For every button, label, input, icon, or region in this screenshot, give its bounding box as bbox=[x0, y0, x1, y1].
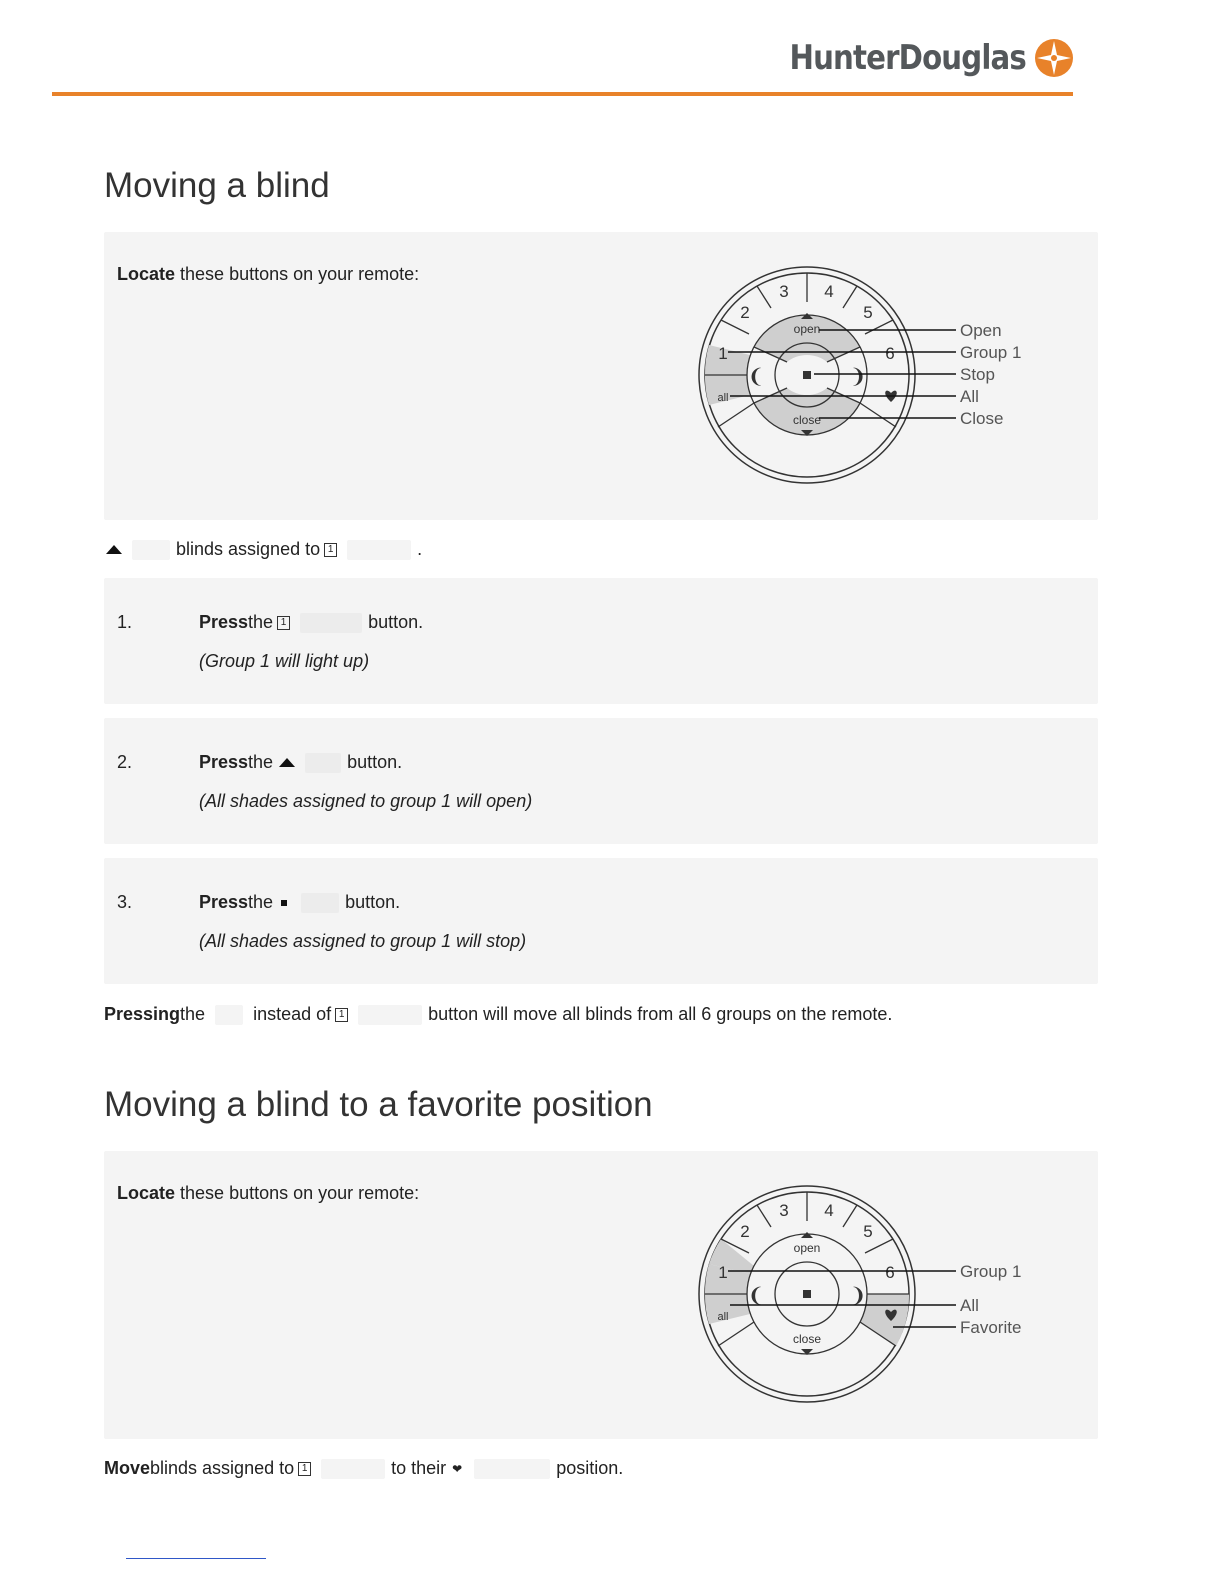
open-arrow-icon bbox=[106, 545, 122, 554]
svg-text:close: close bbox=[792, 1332, 822, 1346]
svg-text:close: close bbox=[792, 413, 822, 427]
step-panel-3 bbox=[104, 858, 1098, 984]
svg-text:Stop: Stop bbox=[960, 365, 995, 384]
remote-diagram-2 bbox=[694, 1181, 1044, 1411]
stop-icon bbox=[281, 900, 287, 906]
svg-text:❨: ❨ bbox=[747, 364, 765, 388]
group-1-icon: 1 bbox=[277, 616, 290, 630]
svg-text:All: All bbox=[960, 1296, 979, 1315]
svg-text:2: 2 bbox=[740, 303, 750, 322]
step-number: 2. bbox=[117, 752, 133, 772]
brand-logo bbox=[751, 38, 1074, 78]
step-number: 3. bbox=[117, 892, 133, 912]
svg-text:3: 3 bbox=[779, 1201, 789, 1220]
open-arrow-icon bbox=[279, 758, 295, 767]
svg-text:Close: Close bbox=[960, 409, 1004, 428]
footer-link-underline[interactable] bbox=[126, 1558, 266, 1559]
intro-line: blinds assigned to 1 . bbox=[104, 539, 422, 560]
svg-text:4: 4 bbox=[824, 1201, 834, 1220]
step-note: (Group 1 will light up) bbox=[199, 651, 370, 671]
step-panel-1 bbox=[104, 578, 1098, 704]
header-rule bbox=[52, 92, 1073, 96]
svg-text:open: open bbox=[793, 1241, 821, 1255]
favorite-heart-icon: ❤ bbox=[452, 1461, 463, 1476]
svg-text:1: 1 bbox=[718, 1263, 728, 1282]
svg-text:all: all bbox=[717, 1311, 729, 1323]
locate-text: Locate these buttons on your remote: bbox=[117, 264, 420, 284]
page-header bbox=[0, 0, 1224, 100]
step-instruction: Press the button. bbox=[199, 892, 401, 912]
svg-text:3: 3 bbox=[779, 282, 789, 301]
svg-text:Favorite: Favorite bbox=[960, 1318, 1022, 1337]
svg-text:4: 4 bbox=[824, 282, 834, 301]
svg-text:6: 6 bbox=[885, 344, 895, 363]
svg-text:open: open bbox=[793, 322, 821, 336]
group-1-icon: 1 bbox=[298, 1462, 311, 1476]
svg-text:5: 5 bbox=[863, 303, 873, 322]
svg-text:❩: ❩ bbox=[849, 1283, 867, 1307]
hunter-douglas-compass-icon bbox=[1034, 38, 1074, 78]
step-instruction: Press the button. bbox=[199, 752, 403, 772]
step-note: (All shades assigned to group 1 will stop) bbox=[199, 931, 527, 951]
svg-text:1: 1 bbox=[718, 344, 728, 363]
svg-text:6: 6 bbox=[885, 1263, 895, 1282]
section-title-favorite: Moving a blind to a favorite position bbox=[104, 1085, 653, 1124]
svg-text:Group 1: Group 1 bbox=[960, 343, 1022, 362]
svg-text:❩: ❩ bbox=[849, 364, 867, 388]
brand-name: HunterDouglas bbox=[789, 38, 1026, 78]
svg-text:All: All bbox=[960, 387, 979, 406]
locate-panel-1 bbox=[104, 232, 1098, 520]
svg-text:5: 5 bbox=[863, 1222, 873, 1241]
locate-text: Locate these buttons on your remote: bbox=[117, 1183, 420, 1203]
remote-diagram-1 bbox=[694, 262, 1044, 492]
svg-text:❨: ❨ bbox=[747, 1283, 765, 1307]
section-title-moving-blind: Moving a blind bbox=[104, 166, 330, 205]
pressing-all-line: Pressing the instead of 1 button will move all blinds from all 6 groups on the remote. bbox=[104, 1004, 893, 1024]
move-favorite-line: Move blinds assigned to 1 to their ❤ position. bbox=[104, 1458, 624, 1478]
step-note: (All shades assigned to group 1 will open) bbox=[199, 791, 533, 811]
group-1-icon: 1 bbox=[335, 1008, 348, 1022]
group-1-icon: 1 bbox=[324, 543, 337, 557]
step-panel-2 bbox=[104, 718, 1098, 844]
step-instruction: Press the 1 button. bbox=[199, 612, 424, 632]
svg-text:all: all bbox=[717, 392, 729, 404]
svg-text:Open: Open bbox=[960, 321, 1002, 340]
svg-text:Group 1: Group 1 bbox=[960, 1262, 1022, 1281]
locate-panel-2 bbox=[104, 1151, 1098, 1439]
svg-text:2: 2 bbox=[740, 1222, 750, 1241]
step-number: 1. bbox=[117, 612, 133, 632]
